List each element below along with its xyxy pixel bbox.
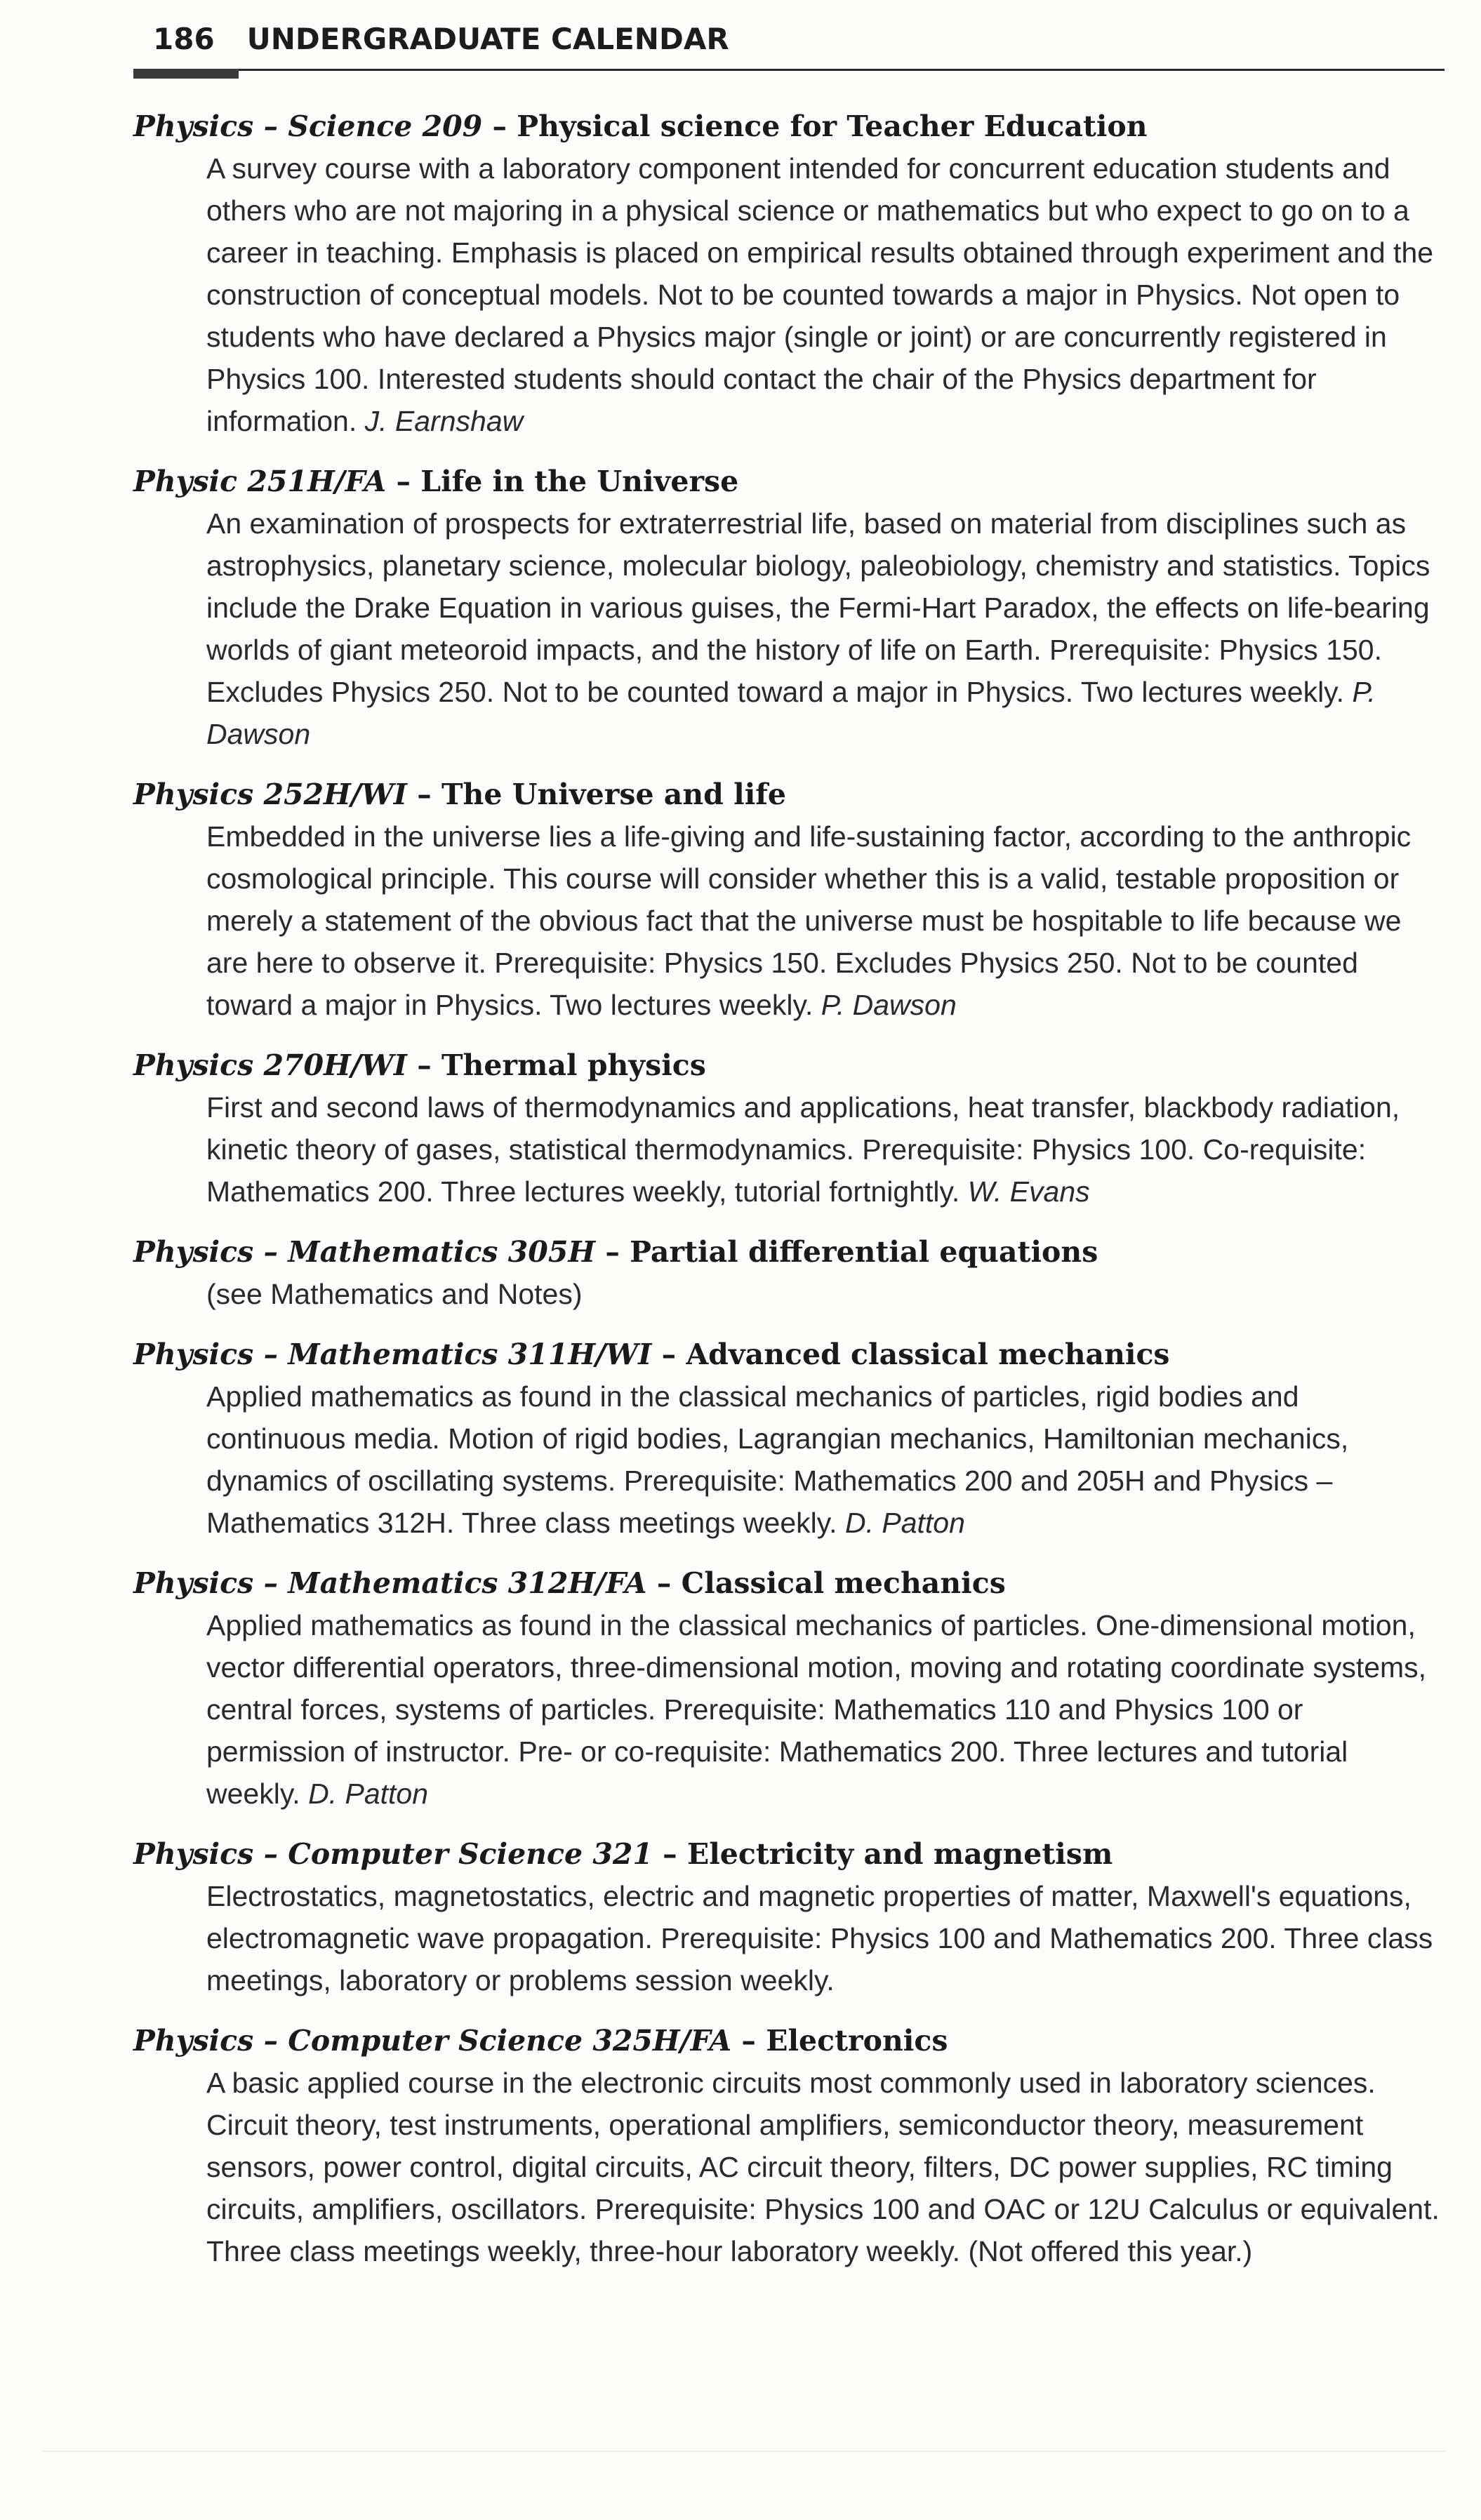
course-name: Advanced classical mechanics xyxy=(686,1338,1170,1371)
course-name: Life in the Universe xyxy=(420,465,739,498)
course-code: Physics – Mathematics 311H/WI xyxy=(133,1338,652,1371)
course-description xyxy=(206,2062,1446,2272)
course-description xyxy=(206,147,1446,442)
course-title xyxy=(133,773,1446,815)
course-entry-math-311 xyxy=(133,1333,1446,1544)
course-instructor: D. Patton xyxy=(844,1507,965,1539)
running-head xyxy=(153,14,729,63)
course-name: Electricity and magnetism xyxy=(686,1837,1113,1871)
description-text: Embedded in the universe lies a life-giving and life-sustaining factor, according to the anthropic cosmological principle. This course will consider whether this is a valid, testable proposition or merely a statement of the obvious fact that the universe must be hospitable to life because we are here to observe it. Prerequisite: Physics 150. Excludes Physics 250. Not to be counted toward a major in Physics. Two lectures weekly. xyxy=(206,820,1412,1021)
running-head-title: UNDERGRADUATE CALENDAR xyxy=(246,21,729,56)
course-entry-cs-325 xyxy=(133,2020,1446,2272)
course-description xyxy=(206,1604,1446,1815)
header-rule xyxy=(133,69,1445,71)
course-code: Physics – Mathematics 305H xyxy=(133,1235,596,1269)
course-title xyxy=(133,1333,1446,1375)
course-name: Classical mechanics xyxy=(681,1566,1006,1600)
description-text: An examination of prospects for extraterrestrial life, based on material from disciplines such as astrophysics, planetary science, molecular biology, paleobiology, chemistry and statistics. Topics include the Drake Equation in various guises, the Fermi-Hart Paradox, the effects on life-bearing worlds of giant meteoroid impacts, and the history of life on Earth. Prerequisite: Physics 150. Excludes Physics 250. Not to be counted toward a major in Physics. Two lectures weekly. xyxy=(206,507,1430,708)
course-title xyxy=(133,460,1446,502)
course-code: Physics – Science 209 xyxy=(133,109,483,143)
course-instructor: J. Earnshaw xyxy=(364,405,524,437)
course-entry-math-312 xyxy=(133,1562,1446,1815)
title-dash: – xyxy=(406,778,442,811)
course-name: Thermal physics xyxy=(441,1048,706,1082)
course-title xyxy=(133,2020,1446,2062)
course-instructor: W. Evans xyxy=(967,1175,1090,1208)
title-dash: – xyxy=(595,1235,630,1269)
title-dash: – xyxy=(386,465,421,498)
course-title xyxy=(133,105,1446,147)
header-tab-marker xyxy=(133,69,239,79)
course-name: The Universe and life xyxy=(441,778,786,811)
course-code: Physics 270H/WI xyxy=(133,1048,407,1082)
course-code: Physics – Computer Science 325H/FA xyxy=(133,2024,732,2058)
course-description xyxy=(206,1375,1446,1544)
course-description xyxy=(206,502,1446,755)
course-description xyxy=(206,1086,1446,1213)
course-code: Physics – Computer Science 321 xyxy=(133,1837,653,1871)
course-title xyxy=(133,1044,1446,1086)
course-code: Physics 252H/WI xyxy=(133,778,407,811)
course-name: Partial differential equations xyxy=(630,1235,1098,1269)
course-description xyxy=(206,815,1446,1026)
course-instructor: P. Dawson xyxy=(821,989,957,1021)
description-text: First and second laws of thermodynamics and applications, heat transfer, blackbody radiation, kinetic theory of gases, statistical thermodynamics. Prerequisite: Physics 100. Co-requisite: Mathematics 200. Three lectures weekly, tutorial fortnightly. xyxy=(206,1091,1400,1208)
course-name: Physical science for Teacher Education xyxy=(517,109,1148,143)
course-instructor: D. Patton xyxy=(308,1778,429,1810)
description-text: (see Mathematics and Notes) xyxy=(206,1278,583,1310)
course-description xyxy=(206,1875,1446,2001)
title-dash: – xyxy=(652,1837,687,1871)
title-dash: – xyxy=(731,2024,766,2058)
title-dash: – xyxy=(406,1048,442,1082)
course-code: Physic 251H/FA xyxy=(133,465,387,498)
description-text: A survey course with a laboratory component intended for concurrent education students and others who are not majoring in a physical science or mathematics but who expect to go on to a career in teaching. Emphasis is placed on empirical results obtained through experiment and the construction of conceptual models. Not to be counted towards a major in Physics. Not open to students who have declared a Physics major (single or joint) or are concurrently registered in Physics 100. Interested students should contact the chair of the Physics department for information. xyxy=(206,152,1434,437)
course-code: Physics – Mathematics 312H/FA xyxy=(133,1566,647,1600)
description-text: Applied mathematics as found in the classical mechanics of particles. One-dimensional motion, vector differential operators, three-dimensional motion, moving and rotating coordinate systems, central forces, systems of particles. Prerequisite: Mathematics 110 and Physics 100 or permission of instructor. Pre- or co-requisite: Mathematics 200. Three lectures and tutorial weekly. xyxy=(206,1609,1427,1810)
course-entry-math-305 xyxy=(133,1231,1446,1315)
course-title xyxy=(133,1833,1446,1875)
course-entry-sci-209 xyxy=(133,105,1446,442)
title-dash: – xyxy=(482,109,517,143)
description-text: Applied mathematics as found in the classical mechanics of particles, rigid bodies and continuous media. Motion of rigid bodies, Lagrangian mechanics, Hamiltonian mechanics, dynamics of oscillating systems. Prerequisite: Mathematics 200 and 205H and Physics – Mathematics 312H. Three class meetings weekly. xyxy=(206,1380,1349,1539)
course-entry-251 xyxy=(133,460,1446,755)
course-title xyxy=(133,1231,1446,1273)
title-dash: – xyxy=(646,1566,682,1600)
page-bottom-shadow xyxy=(42,2451,1446,2452)
course-entry-252 xyxy=(133,773,1446,1026)
course-title xyxy=(133,1562,1446,1604)
description-text: A basic applied course in the electronic circuits most commonly used in laboratory sciences. Circuit theory, test instruments, operational amplifiers, semiconductor theory, measurement sensors, power control, digital circuits, AC circuit theory, filters, DC power supplies, RC timing circuits, amplifiers, oscillators. Prerequisite: Physics 100 and OAC or 12U Calculus or equivalent. Three class meetings weekly, three-hour laboratory weekly. (Not offered this year.) xyxy=(206,2067,1440,2267)
course-instructor: P. Dawson xyxy=(206,676,1376,750)
course-list xyxy=(133,105,1446,2291)
description-text: Electrostatics, magnetostatics, electric and magnetic properties of matter, Maxwell's equations, electromagnetic wave propagation. Prerequisite: Physics 100 and Mathematics 200. Three class meetings, laboratory or problems session weekly. xyxy=(206,1880,1433,1996)
course-entry-cs-321 xyxy=(133,1833,1446,2001)
course-description xyxy=(206,1273,1446,1315)
course-name: Electronics xyxy=(766,2024,948,2058)
title-dash: – xyxy=(651,1338,686,1371)
page-number: 186 xyxy=(153,21,215,56)
course-entry-270 xyxy=(133,1044,1446,1213)
